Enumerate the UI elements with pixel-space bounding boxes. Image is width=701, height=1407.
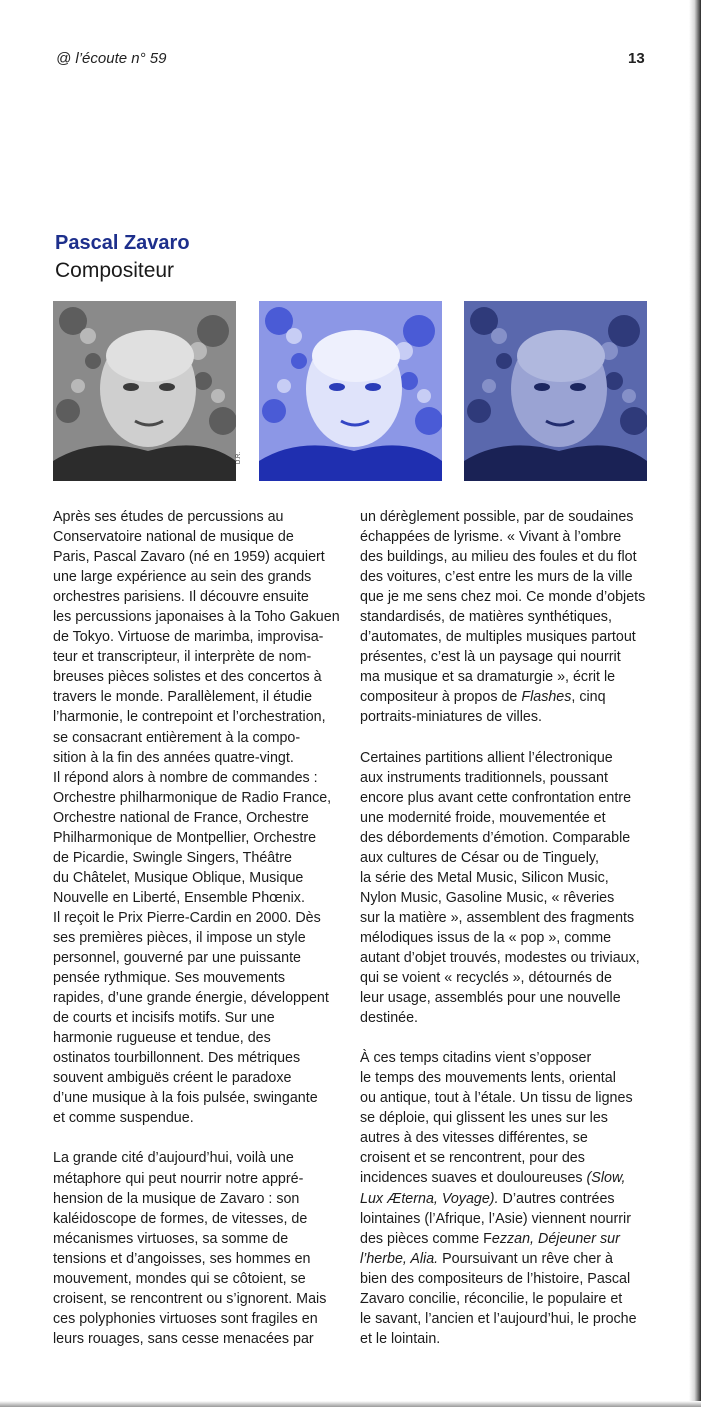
text-line (360, 1249, 660, 1269)
text-line (360, 1168, 660, 1188)
text-line: portraits-miniatures de villes. (360, 709, 542, 726)
text-line: une large expérience au sein des grands (53, 569, 312, 586)
text-line: Il reçoit le Prix Pierre-Cardin en 2000. Dès (53, 909, 321, 926)
text-line: souvent ambiguës créent le paradoxe (53, 1070, 292, 1087)
text-fragment: compositeur à propos de (360, 689, 522, 706)
text-line: croisent et se rencontrent, pour des (360, 1150, 585, 1167)
text-line: Nylon Music, Gasoline Music, « rêveries (360, 889, 615, 906)
paragraph-electronics (360, 748, 660, 1029)
text-line: une modernité froide, mouvementée et (360, 809, 606, 826)
text-line: pensée rythmique. Ses mouvements (53, 970, 286, 987)
text-line: autres à des vitesses différentes, se (360, 1130, 588, 1147)
page-number: 13 (628, 50, 645, 67)
text-line: ces polyphonies virtuoses sont fragiles en (53, 1310, 318, 1327)
text-line: aux instruments traditionnels, poussant (360, 769, 608, 786)
text-line: de Tokyo. Virtuose de marimba, improvisa- (53, 629, 324, 646)
work-title-flashes: Flashes (521, 689, 572, 706)
text-line: se déploie, qui glissent les unes sur les (360, 1110, 608, 1127)
text-line: l’harmonie, le contrepoint et l’orchestration, (53, 709, 326, 726)
text-line: Conservatoire national de musique de (53, 529, 294, 546)
paragraph-quote (360, 507, 660, 728)
text-line: présentes, c’est là un paysage qui nourrit (360, 649, 621, 666)
text-line: orchestres parisiens. Il découvre ensuite (53, 589, 309, 606)
text-line: de Picardie, Swingle Singers, Théâtre (53, 849, 292, 866)
text-line: Philharmonique de Montpellier, Orchestre (53, 829, 317, 846)
text-line: travers le monde. Parallèlement, il étudie (53, 689, 313, 706)
portrait-photo-grayscale (53, 301, 236, 481)
text-line: d’une musique à la fois pulsée, swingante (53, 1090, 318, 1107)
text-line: se consacrant entièrement à la compo- (53, 729, 301, 746)
text-line: et comme suspendue. (53, 1110, 194, 1127)
text-line: harmonie rugueuse et tendue, des (53, 1030, 271, 1047)
text-line (360, 1189, 660, 1209)
text-line: rapides, d’une grande énergie, développent (53, 990, 329, 1007)
text-line: sition à la fin des années quatre-vingt. (53, 749, 294, 766)
text-line: un dérèglement possible, par de soudaines (360, 509, 634, 525)
text-line: croisent, se rencontrent ou s’ignorent. Mais (53, 1290, 327, 1307)
text-line: des buildings, au milieu des foules et du flot (360, 549, 637, 566)
paragraph-city-metaphor (53, 1148, 343, 1348)
work-title-alia: l’herbe, Alia. (360, 1250, 439, 1267)
text-line: destinée. (360, 1010, 419, 1027)
text-line: le temps des mouvements lents, oriental (360, 1070, 616, 1087)
text-line: des débordements d’émotion. Comparable (360, 829, 631, 846)
text-line: encore plus avant cette confrontation entre (360, 789, 632, 806)
text-line: Il répond alors à nombre de commandes : (53, 769, 318, 786)
text-line: kaléidoscope de formes, de vitesses, de (53, 1210, 308, 1227)
composer-role: Compositeur (55, 259, 175, 282)
text-line: des voitures, c’est entre les murs de la ville (360, 569, 633, 586)
text-fragment: D’autres contrées (498, 1190, 615, 1207)
text-line: Orchestre national de France, Orchestre (53, 809, 309, 826)
text-line: autant d’objet trouvés, modestes ou triviaux, (360, 949, 640, 966)
text-line: personnel, gouverné par une puissante (53, 950, 301, 967)
text-line: hension de la musique de Zavaro : son (53, 1190, 300, 1207)
text-line: leurs rouages, sans cesse menacées par (53, 1330, 314, 1347)
text-line: mélodiques issus de la « pop », comme (360, 929, 612, 946)
text-line: Paris, Pascal Zavaro (né en 1959) acquiert (53, 549, 325, 566)
text-line: bien des compositeurs de l’histoire, Pascal (360, 1270, 631, 1287)
text-line: le savant, l’ancien et l’aujourd’hui, le proche (360, 1310, 637, 1327)
text-line: teur et transcripteur, il interprète de nom- (53, 649, 312, 666)
paragraph-slow-time (360, 1048, 660, 1349)
text-line: ou antique, tout à l’étale. Un tissu de lignes (360, 1090, 633, 1107)
page-bottom-edge (0, 1401, 701, 1407)
text-line: Nouvelle en Liberté, Ensemble Phœnix. (53, 889, 305, 906)
text-line (360, 687, 660, 707)
text-line: mécanismes virtuoses, sa somme de (53, 1230, 289, 1247)
text-line: Zavaro concilie, réconcilie, le populaire et (360, 1290, 623, 1307)
article-right-column (360, 507, 660, 1349)
portrait-photo-dark-blue (464, 301, 647, 481)
text-line: Orchestre philharmonique de Radio France, (53, 789, 332, 806)
text-line: Après ses études de percussions au (53, 509, 284, 525)
text-line: mouvement, mondes qui se côtoient, se (53, 1270, 306, 1287)
text-line: La grande cité d’aujourd’hui, voilà une (53, 1150, 294, 1167)
text-fragment: Poursuivant un rêve cher à (438, 1250, 613, 1267)
text-line: ses premières pièces, il impose un style (53, 929, 306, 946)
text-line (360, 1229, 660, 1249)
text-line: la série des Metal Music, Silicon Music, (360, 869, 609, 886)
article-left-column (53, 507, 343, 1349)
text-fragment: des pièces comme F (360, 1230, 492, 1247)
text-line: métaphore qui peut nourrir notre appré- (53, 1170, 304, 1187)
page-edge-shadow (689, 0, 701, 1407)
work-title-lux-aeterna: Lux Æterna, Voyage). (360, 1190, 499, 1207)
photo-credit: D.R. (236, 452, 242, 464)
running-head: @ l’écoute n° 59 (56, 50, 167, 67)
text-line: leur usage, assemblés pour une nouvelle (360, 990, 621, 1007)
text-line: breuses pièces solistes et des concertos à (53, 669, 322, 686)
text-line: ostinatos tourbillonnent. Des métriques (53, 1050, 301, 1067)
text-line: lointaines (l’Afrique, l’Asie) viennent nourrir (360, 1210, 631, 1227)
text-line: que je me sens chez moi. Ce monde d’objets (360, 589, 646, 606)
portrait-photo-light-blue (259, 301, 442, 481)
text-line: du Châtelet, Musique Oblique, Musique (53, 869, 304, 886)
text-fragment: , cinq (571, 689, 606, 706)
text-line: Certaines partitions allient l’électronique (360, 749, 613, 766)
paragraph-biography (53, 507, 343, 1128)
text-line: échappées de lyrisme. « Vivant à l’ombre (360, 529, 622, 546)
text-line: tensions et d’angoisses, ses hommes en (53, 1250, 311, 1267)
text-line: et le lointain. (360, 1330, 441, 1347)
work-title-fezzan: ezzan, Déjeuner sur (491, 1230, 620, 1247)
text-line: sur la matière », assemblent des fragments (360, 909, 635, 926)
text-line: les percussions japonaises à la Toho Gakuen (53, 609, 340, 626)
work-title-slow: (Slow, (586, 1170, 626, 1187)
text-line: standardisés, de matières synthétiques, (360, 609, 612, 626)
text-fragment: incidences suaves et douloureuses (360, 1170, 587, 1187)
text-line: À ces temps citadins vient s’opposer (360, 1050, 592, 1067)
text-line: d’automates, de multiples musiques partout (360, 629, 636, 646)
composer-name: Pascal Zavaro (55, 232, 190, 254)
text-line: qui se voient « recyclés », détournés de (360, 970, 612, 987)
text-line: aux cultures de César ou de Tinguely, (360, 849, 599, 866)
text-line: ma musique et sa dramaturgie », écrit le (360, 669, 616, 686)
text-line: de courts et incisifs motifs. Sur une (53, 1010, 275, 1027)
